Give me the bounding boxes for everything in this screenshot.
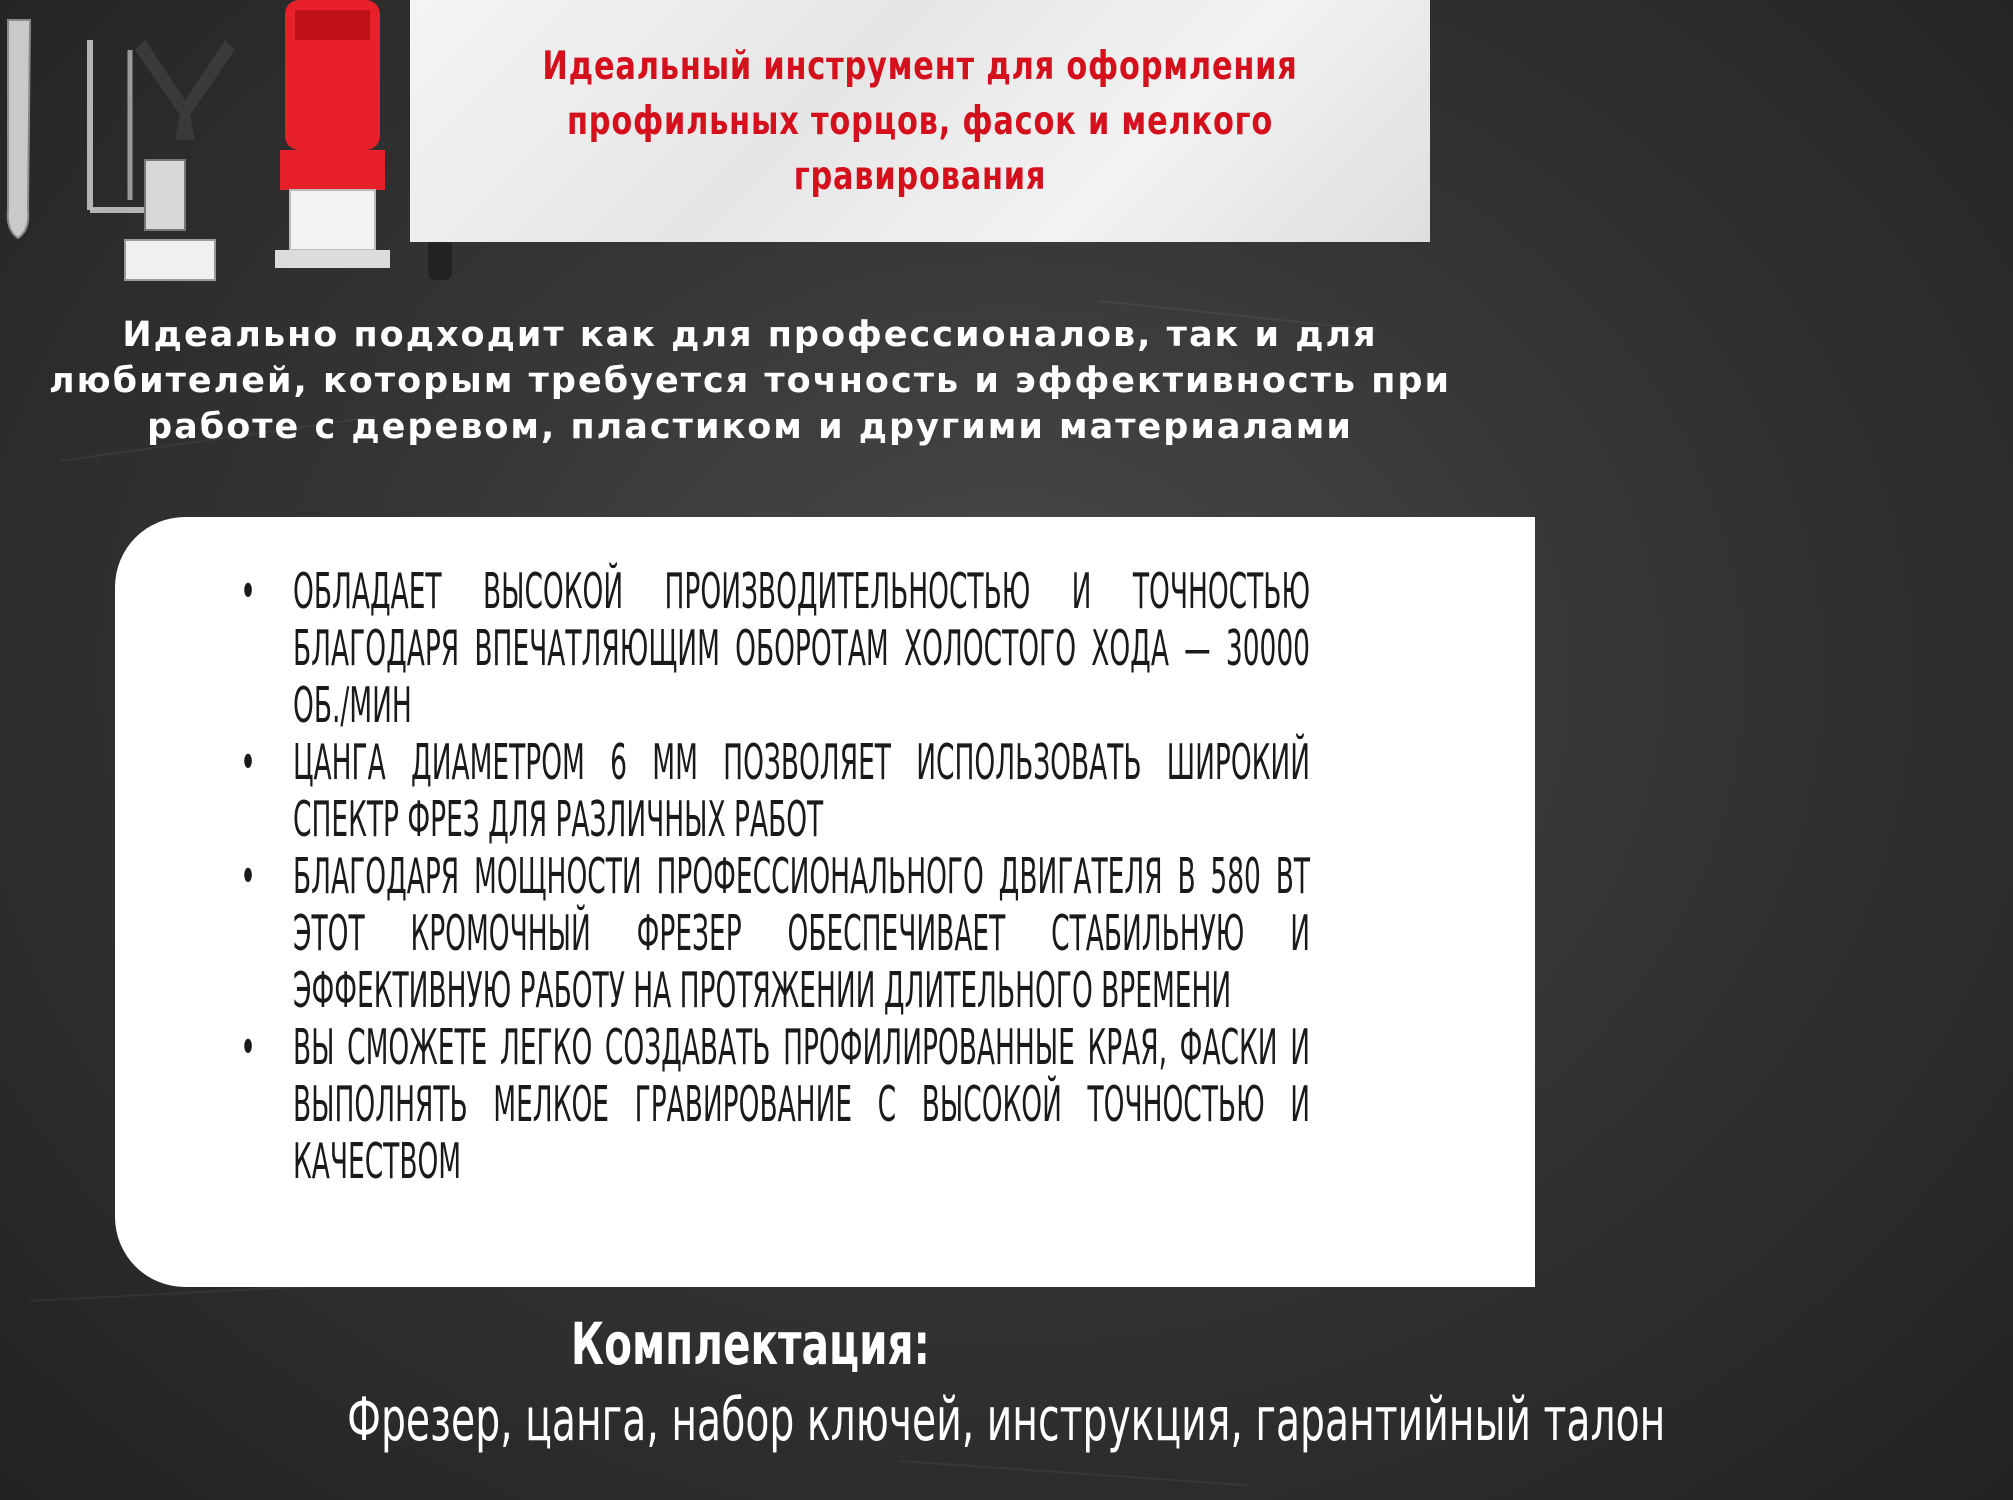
router-body-icon (270, 0, 395, 270)
kit-heading-text: Комплектация: (570, 1310, 930, 1378)
feature-text: ЦАНГА ДИАМЕТРОМ 6 ММ ПОЗВОЛЯЕТ ИСПОЛЬЗОВАТЬ ШИРОКИЙ СПЕКТР ФРЕЗ ДЛЯ РАЗЛИЧНЫХ РАБОТ (293, 734, 1310, 848)
feature-item (230, 563, 1310, 734)
title-banner (410, 0, 1430, 242)
kit-heading (0, 1308, 1500, 1380)
edge-guide-icon (125, 40, 245, 280)
feature-text: ВЫ СМОЖЕТЕ ЛЕГКО СОЗДАВАТЬ ПРОФИЛИРОВАННЫЕ КРАЯ, ФАСКИ И ВЫПОЛНЯТЬ МЕЛКОЕ ГРАВИРОВАНИЕ С ВЫСОКОЙ ТОЧНОСТЬЮ И КАЧЕСТВОМ (293, 1019, 1310, 1190)
bullet-icon: • (240, 848, 256, 905)
bullet-icon: • (240, 1019, 256, 1076)
features-card (115, 517, 1535, 1287)
product-illustration (0, 0, 410, 290)
feature-item (230, 734, 1310, 848)
feature-text: ОБЛАДАЕТ ВЫСОКОЙ ПРОИЗВОДИТЕЛЬНОСТЬЮ И ТОЧНОСТЬЮ БЛАГОДАРЯ ВПЕЧАТЛЯЮЩИМ ОБОРОТАМ ХОЛОСТОГО ХОДА — 30000 ОБ./МИН (293, 563, 1310, 734)
page-title: Идеальный инструмент для оформления профильных торцов, фасок и мелкого гравирования (542, 43, 1298, 199)
bullet-icon: • (240, 563, 256, 620)
wrench-icon (0, 20, 40, 240)
features-list (230, 563, 1310, 1190)
kit-items-text: Фрезер, цанга, набор ключей, инструкция, гарантийный талон (347, 1385, 1666, 1455)
feature-item (230, 848, 1310, 1019)
subtitle: Идеально подходит как для профессионалов, так и для любителей, которым требуется точность и эффективность при работе с деревом, пластиком и другими материалами (48, 315, 1452, 447)
kit-items (0, 1380, 1666, 1460)
feature-text: БЛАГОДАРЯ МОЩНОСТИ ПРОФЕССИОНАЛЬНОГО ДВИГАТЕЛЯ В 580 ВТ ЭТОТ КРОМОЧНЫЙ ФРЕЗЕР ОБЕСПЕЧИВАЕТ СТАБИЛЬНУЮ И ЭФФЕКТИВНУЮ РАБОТУ НА ПРОТЯЖЕНИИ ДЛИТЕЛЬНОГО ВРЕМЕНИ (293, 848, 1310, 1019)
bullet-icon: • (240, 734, 256, 791)
feature-item (230, 1019, 1310, 1190)
